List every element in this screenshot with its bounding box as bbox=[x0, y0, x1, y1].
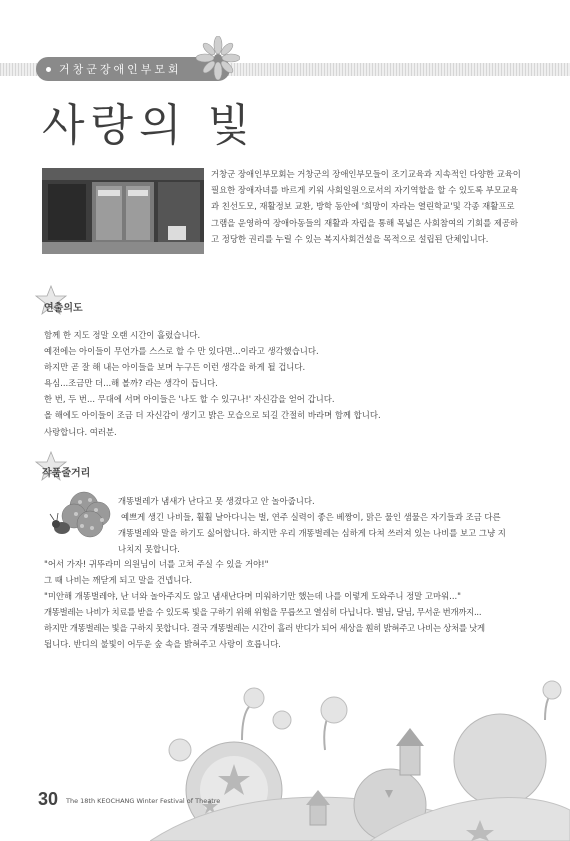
synopsis-line: 개똥벌레가 냄새가 난다고 못 생겼다고 안 놀아줍니다. bbox=[118, 496, 315, 506]
section-heading-synopsis: 작품줄거리 bbox=[42, 468, 91, 479]
flower-icon bbox=[196, 36, 240, 80]
intro-paragraph bbox=[211, 166, 531, 247]
direction-line: 하지만 곧 잘 해 내는 아이들을 보며 누구든 이런 생각을 하게 될 겁니다. bbox=[44, 362, 306, 373]
direction-line: 욕심...조금만 더...해 볼까? 라는 생각이 듭니다. bbox=[44, 378, 218, 389]
section-heading-direction: 연출의도 bbox=[44, 303, 83, 314]
page-title: 사랑의 빛 bbox=[42, 100, 257, 151]
synopsis-line: 됩니다. 반디의 불빛이 어두운 숲 속을 밝혀주고 사랑이 흐릅니다. bbox=[44, 639, 281, 650]
festival-footer-text: The 18th KEOCHANG Winter Festival of Theatre bbox=[66, 797, 221, 805]
synopsis-line: 개똥벌레와 말을 하기도 싫어합니다. 하지만 우리 개똥벌레는 심하게 다쳐 쓰러져 있는 나비를 보고 그냥 지 bbox=[118, 528, 506, 539]
direction-line: 사랑합니다. 여러분. bbox=[44, 426, 117, 437]
synopsis-paragraph bbox=[44, 556, 485, 653]
storefront-photo bbox=[42, 168, 204, 254]
synopsis-line: 하지만 개똥벌레는 빛을 구하지 못합니다. 결국 개똥벌레는 시간이 흘러 반디가 되어 세상을 훤히 밝혀주고 나비는 상처를 낫게 bbox=[44, 623, 485, 634]
decorative-globe-illustration bbox=[150, 680, 570, 841]
intro-line: 필요한 장애자녀를 바르게 키워 사회일원으로서의 자기역할을 할 수 있도록 부모교육 bbox=[211, 185, 519, 196]
intro-line: 과 친선도모, 재활정보 교환, 방학 동안에 '희망이 자라는 열린학교'및 각종 재활프로 bbox=[211, 201, 515, 212]
intro-line: 그램을 운영하여 장애아동들의 재활과 자립을 통해 목넓은 사회참여의 기회를 제공하 bbox=[211, 217, 519, 228]
synopsis-line: 예쁘게 생긴 나비들, 훨훨 날아다니는 벌, 연주 실력이 좋은 베짱이, 맑은 물인 샘물은 자기들과 조금 다른 bbox=[121, 512, 501, 523]
bullet-dot bbox=[46, 67, 51, 72]
firefly-illustration bbox=[46, 486, 118, 542]
direction-line: 올 해에도 아이들이 조금 더 자신감이 생기고 밝은 모습으로 되길 간절히 바라며 함께 합니다. bbox=[44, 410, 381, 421]
synopsis-line: 나치지 못합니다. bbox=[118, 544, 180, 555]
synopsis-line: 개똥벌레는 나비가 치료를 받을 수 있도록 빛을 구하기 위해 위험을 무릅쓰고 열심히 다닙니다. 별님, 달님, 무서운 번개까지... bbox=[44, 607, 482, 618]
direction-line: 예전에는 아이들이 무언가를 스스로 할 수 만 있다면...이라고 생각했습니다. bbox=[44, 346, 319, 357]
direction-line: 한 번, 두 번... 무대에 서며 아이들은 '나도 할 수 있구나!' 자신감을 얻어 갑니다. bbox=[44, 394, 335, 405]
direction-paragraph bbox=[44, 327, 381, 440]
organization-name: 거창군장애인부모회 bbox=[59, 63, 182, 76]
synopsis-line: 그 때 나비는 깨닫게 되고 말을 건넵니다. bbox=[44, 575, 193, 586]
synopsis-line: "어서 가자! 귀뚜라미 의원님이 너를 고쳐 주실 수 있을 거야!" bbox=[44, 559, 269, 569]
intro-line: 고 정당한 권리를 누릴 수 있는 복지사회건설을 목적으로 설립된 단체입니다. bbox=[211, 233, 489, 244]
synopsis-line: "미안해 개똥벌레야, 난 너와 놀아주지도 않고 냄새난다며 미워하기만 했는데 나를 이렇게 도와주니 정말 고마워..." bbox=[44, 591, 462, 602]
page-number: 30 bbox=[38, 789, 59, 809]
intro-line: 거창군 장애인부모회는 거창군의 장애인부모들이 조기교육과 지속적인 다양한 교육이 bbox=[211, 169, 521, 179]
synopsis-intro-paragraph bbox=[118, 493, 506, 557]
direction-line: 함께 한 지도 정말 오랜 시간이 흘렀습니다. bbox=[44, 330, 201, 340]
